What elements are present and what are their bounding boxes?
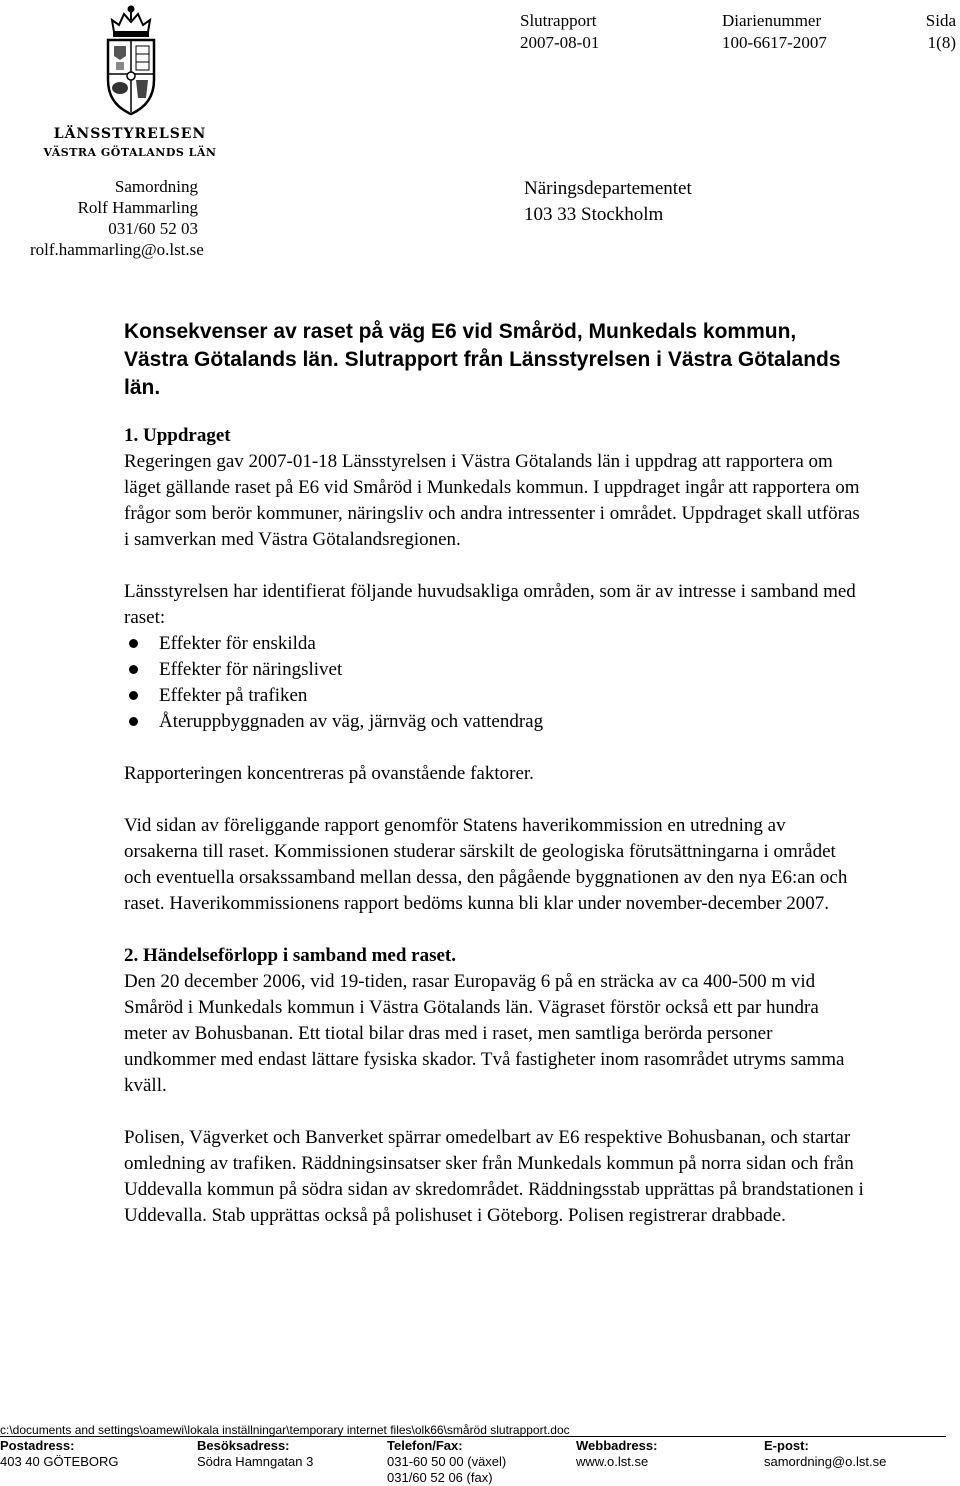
postal-label: Postadress: — [0, 1438, 75, 1453]
list-item-text: Effekter för näringslivet — [159, 659, 343, 680]
fax-value: 031/60 52 06 (fax) — [387, 1470, 493, 1485]
paragraph: Den 20 december 2006, vid 19-tiden, rasar Europaväg 6 på en sträcka av ca 400-500 m vid Småröd i Munkedals kommun i Västra Götalands län. Vägraset förstör också ett par hundra meter av Bohusbanan. Ett tiotal bilar dras med i raset, men samtliga berörda personer undkommer med endast lättare fysiska skador. Två fastigheter inom rasområdet utryms samma kväll. — [124, 971, 845, 1096]
footer-postal — [0, 1438, 119, 1470]
diary-number — [722, 10, 827, 54]
paragraph: Regeringen gav 2007-01-18 Länsstyrelsen i Västra Götalands län i uppdrag att rapportera om läget gällande raset på E6 vid Småröd i Munkedals kommun. I uppdraget ingår att rapportera om frågor som berör kommuner, näringsliv och andra intressenter i området. Uppdraget skall utföras i samverkan med Västra Götalandsregionen. — [124, 451, 860, 550]
paragraph: Länsstyrelsen har identifierat följande huvudsakliga områden, som är av intresse i samband med raset: — [124, 581, 856, 628]
agency-name: LÄNSSTYRELSEN — [53, 126, 207, 142]
recipient-address: 103 33 Stockholm — [524, 204, 664, 225]
bullet-icon — [129, 691, 138, 700]
phone-value: 031-60 50 00 (växel) — [387, 1454, 507, 1469]
sender-block — [30, 176, 204, 260]
section-heading-1: 1. Uppdraget — [124, 425, 231, 446]
bullet-icon — [129, 665, 138, 674]
diary-number-label: Diarienummer — [722, 11, 822, 30]
bullet-list — [124, 631, 864, 735]
document-title: Konsekvenser av raset på väg E6 vid Småröd, Munkedals kommun, Västra Götalands län. Slutrapport från Länsstyrelsen i Västra Götalands län. — [124, 320, 841, 399]
agency-logo — [40, 0, 220, 165]
footer-phone — [387, 1438, 506, 1486]
agency-region: VÄSTRA GÖTALANDS LÄN — [43, 146, 217, 159]
paragraph: Polisen, Vägverket och Banverket spärrar omedelbart av E6 respektive Bohusbanan, och startar omledning av trafiken. Räddningsinsatser sker från Munkedals kommun på norra sidan och från Uddevalla kommun på södra sidan av skredområdet. Räddningsstab upprättas på brandstationen i Uddevalla. Stab upprättas också på polishuset i Göteborg. Polisen registrerar drabbade. — [124, 1127, 864, 1226]
phone-label: Telefon/Fax: — [387, 1438, 463, 1453]
sender-email: rolf.hammarling@o.lst.se — [30, 240, 204, 259]
page-number — [904, 10, 956, 54]
file-path: c:\documents and settings\oamewi\lokala inställningar\temporary internet files\olk66\småröd slutrapport.doc — [0, 1423, 570, 1437]
web-label: Webbadress: — [576, 1438, 658, 1453]
document-body — [124, 423, 864, 1229]
sender-unit: Samordning — [114, 177, 198, 196]
coat-of-arms-icon — [100, 2, 162, 118]
list-item-text: Effekter på trafiken — [159, 685, 308, 706]
list-item — [124, 657, 864, 683]
list-item-text: Återuppbyggnaden av väg, järnväg och vattendrag — [159, 711, 544, 732]
email-value: samordning@o.lst.se — [764, 1454, 887, 1469]
email-label: E-post: — [764, 1438, 809, 1453]
paragraph: Rapporteringen koncentreras på ovanstående faktorer. — [124, 763, 534, 784]
document-date: 2007-08-01 — [520, 33, 600, 52]
paragraph: Vid sidan av föreliggande rapport genomför Statens haverikommission en utredning av orsakerna till raset. Kommissionen studerar särskilt de geologiska förutsättningarna i området och eventuella orsakssamband mellan dessa, den pågående byggnationen av den nya E6:an och raset. Haverikommissionens rapport bedöms kunna bli klar under november-december 2007. — [124, 815, 848, 914]
page-number-label: Sida — [925, 11, 956, 30]
sender-name: Rolf Hammarling — [77, 198, 198, 217]
postal-value: 403 40 GÖTEBORG — [0, 1454, 119, 1469]
list-item — [124, 683, 864, 709]
list-item-text: Effekter för enskilda — [159, 633, 316, 654]
visit-value: Södra Hamngatan 3 — [197, 1454, 314, 1469]
list-item — [124, 631, 864, 657]
visit-label: Besöksadress: — [197, 1438, 290, 1453]
section-heading-2: 2. Händelseförlopp i samband med raset. — [124, 945, 456, 966]
footer-email — [764, 1438, 886, 1470]
footer-web — [576, 1438, 657, 1470]
document-type-label: Slutrapport — [520, 11, 597, 30]
recipient-name: Näringsdepartementet — [524, 178, 692, 199]
sender-phone: 031/60 52 03 — [108, 219, 198, 238]
page-number-value: 1(8) — [927, 33, 956, 52]
footer-divider — [0, 1436, 946, 1437]
document-type — [520, 10, 599, 54]
bullet-icon — [129, 639, 138, 648]
recipient-block — [524, 176, 692, 228]
bullet-icon — [129, 717, 138, 726]
diary-number-value: 100-6617-2007 — [722, 33, 827, 52]
list-item — [124, 709, 864, 735]
footer-visit — [197, 1438, 313, 1470]
web-value: www.o.lst.se — [576, 1454, 649, 1469]
